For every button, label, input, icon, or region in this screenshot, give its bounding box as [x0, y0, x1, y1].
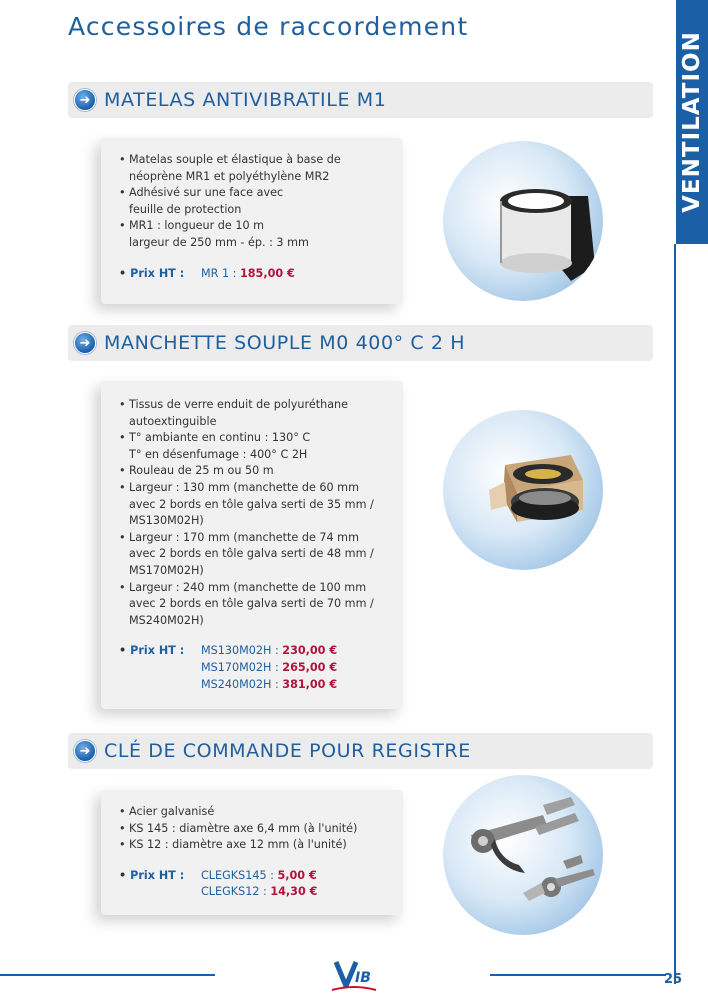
product-card-matelas: [101, 138, 403, 304]
price-block: • Prix HT : CLEGKS145 : 5,00 € CLEGKS12 : 14,30 €: [119, 868, 403, 901]
page-title: Accessoires de raccordement: [68, 12, 469, 41]
list-item: • Matelas souple et élastique à base de néoprène MR1 et polyéthylène MR2: [119, 152, 403, 185]
arrow-right-circle-icon: ➜: [74, 740, 96, 762]
rubber-roll-icon: [443, 141, 603, 301]
page-number: 25: [664, 972, 683, 987]
damper-quadrant-key-icon: [443, 775, 603, 935]
list-item: • KS 145 : diamètre axe 6,4 mm (à l'unité): [119, 821, 403, 838]
price-value: 14,30 €: [270, 885, 318, 899]
list-item: • Largeur : 130 mm (manchette de 60 mm avec 2 bords en tôle galva serti de 35 mm / MS130M02H): [119, 480, 403, 530]
price-row: [201, 643, 337, 660]
price-row: [201, 868, 317, 885]
side-tab-label: VENTILATION: [679, 31, 705, 213]
price-label: Prix HT :: [130, 266, 185, 280]
price-value: 265,00 €: [282, 660, 338, 674]
arrow-right-circle-icon: ➜: [74, 89, 96, 111]
side-tab-ventilation: [676, 0, 708, 244]
price-ref: MS130M02H :: [201, 644, 283, 658]
list-item: • Acier galvanisé: [119, 804, 403, 821]
section-header-manchette: [68, 325, 653, 361]
product-card-cle: [101, 790, 403, 915]
footer-line-right: [490, 974, 666, 976]
price-row: [201, 884, 317, 901]
price-ref: CLEGKS145 :: [201, 868, 278, 882]
price-ref: MR 1 :: [201, 266, 240, 280]
list-item: • T° ambiante en continu : 130° C T° en désenfumage : 400° C 2H: [119, 430, 403, 463]
price-value: 5,00 €: [277, 868, 317, 882]
section-header-cle: [68, 733, 653, 769]
section-title: MANCHETTE SOUPLE M0 400° C 2 H: [104, 332, 466, 354]
price-label: Prix HT :: [130, 868, 185, 882]
svg-text:IB: IB: [355, 970, 371, 986]
product-image-flexible-connector: [443, 410, 603, 570]
price-ref: MS170M02H :: [201, 660, 283, 674]
price-value: 230,00 €: [282, 644, 338, 658]
side-divider-line: [674, 244, 676, 984]
list-item: • Rouleau de 25 m ou 50 m: [119, 463, 403, 480]
price-row: [201, 677, 337, 694]
feature-list: [119, 397, 403, 629]
price-label: Prix HT :: [130, 644, 185, 658]
section-title: CLÉ DE COMMANDE POUR REGISTRE: [104, 740, 471, 762]
list-item: • KS 12 : diamètre axe 12 mm (à l'unité): [119, 837, 403, 854]
list-item: • Largeur : 170 mm (manchette de 74 mm avec 2 bords en tôle galva serti de 48 mm / MS170M02H): [119, 530, 403, 580]
vib-logo: [330, 956, 378, 996]
product-image-damper-key: [443, 775, 603, 935]
list-item: • Largeur : 240 mm (manchette de 100 mm avec 2 bords en tôle galva serti de 70 mm / MS240M02H): [119, 580, 403, 630]
section-title: MATELAS ANTIVIBRATILE M1: [104, 89, 387, 111]
section-header-matelas: [68, 82, 653, 118]
product-image-rubber-roll: [443, 141, 603, 301]
feature-list: [119, 152, 403, 252]
price-ref: CLEGKS12 :: [201, 885, 271, 899]
price-block: • Prix HT : MR 1 : 185,00 €: [119, 266, 403, 283]
list-item: • MR1 : longueur de 10 m largeur de 250 mm - ép. : 3 mm: [119, 218, 403, 251]
product-card-manchette: [101, 381, 403, 709]
feature-list: [119, 804, 403, 854]
list-item: • Tissus de verre enduit de polyuréthane autoextinguible: [119, 397, 403, 430]
price-ref: MS240M02H :: [201, 677, 283, 691]
flexible-connector-box-icon: [443, 410, 603, 570]
price-value: 381,00 €: [282, 677, 338, 691]
price-row: [201, 266, 295, 283]
footer-line-left: [0, 974, 215, 976]
price-row: [201, 660, 337, 677]
list-item: • Adhésivé sur une face avec feuille de protection: [119, 185, 403, 218]
arrow-right-circle-icon: ➜: [74, 332, 96, 354]
price-block: • Prix HT : MS130M02H : 230,00 € MS170M02H : 265,00 € MS240M02H : 381,00 €: [119, 643, 403, 693]
price-value: 185,00 €: [239, 266, 295, 280]
